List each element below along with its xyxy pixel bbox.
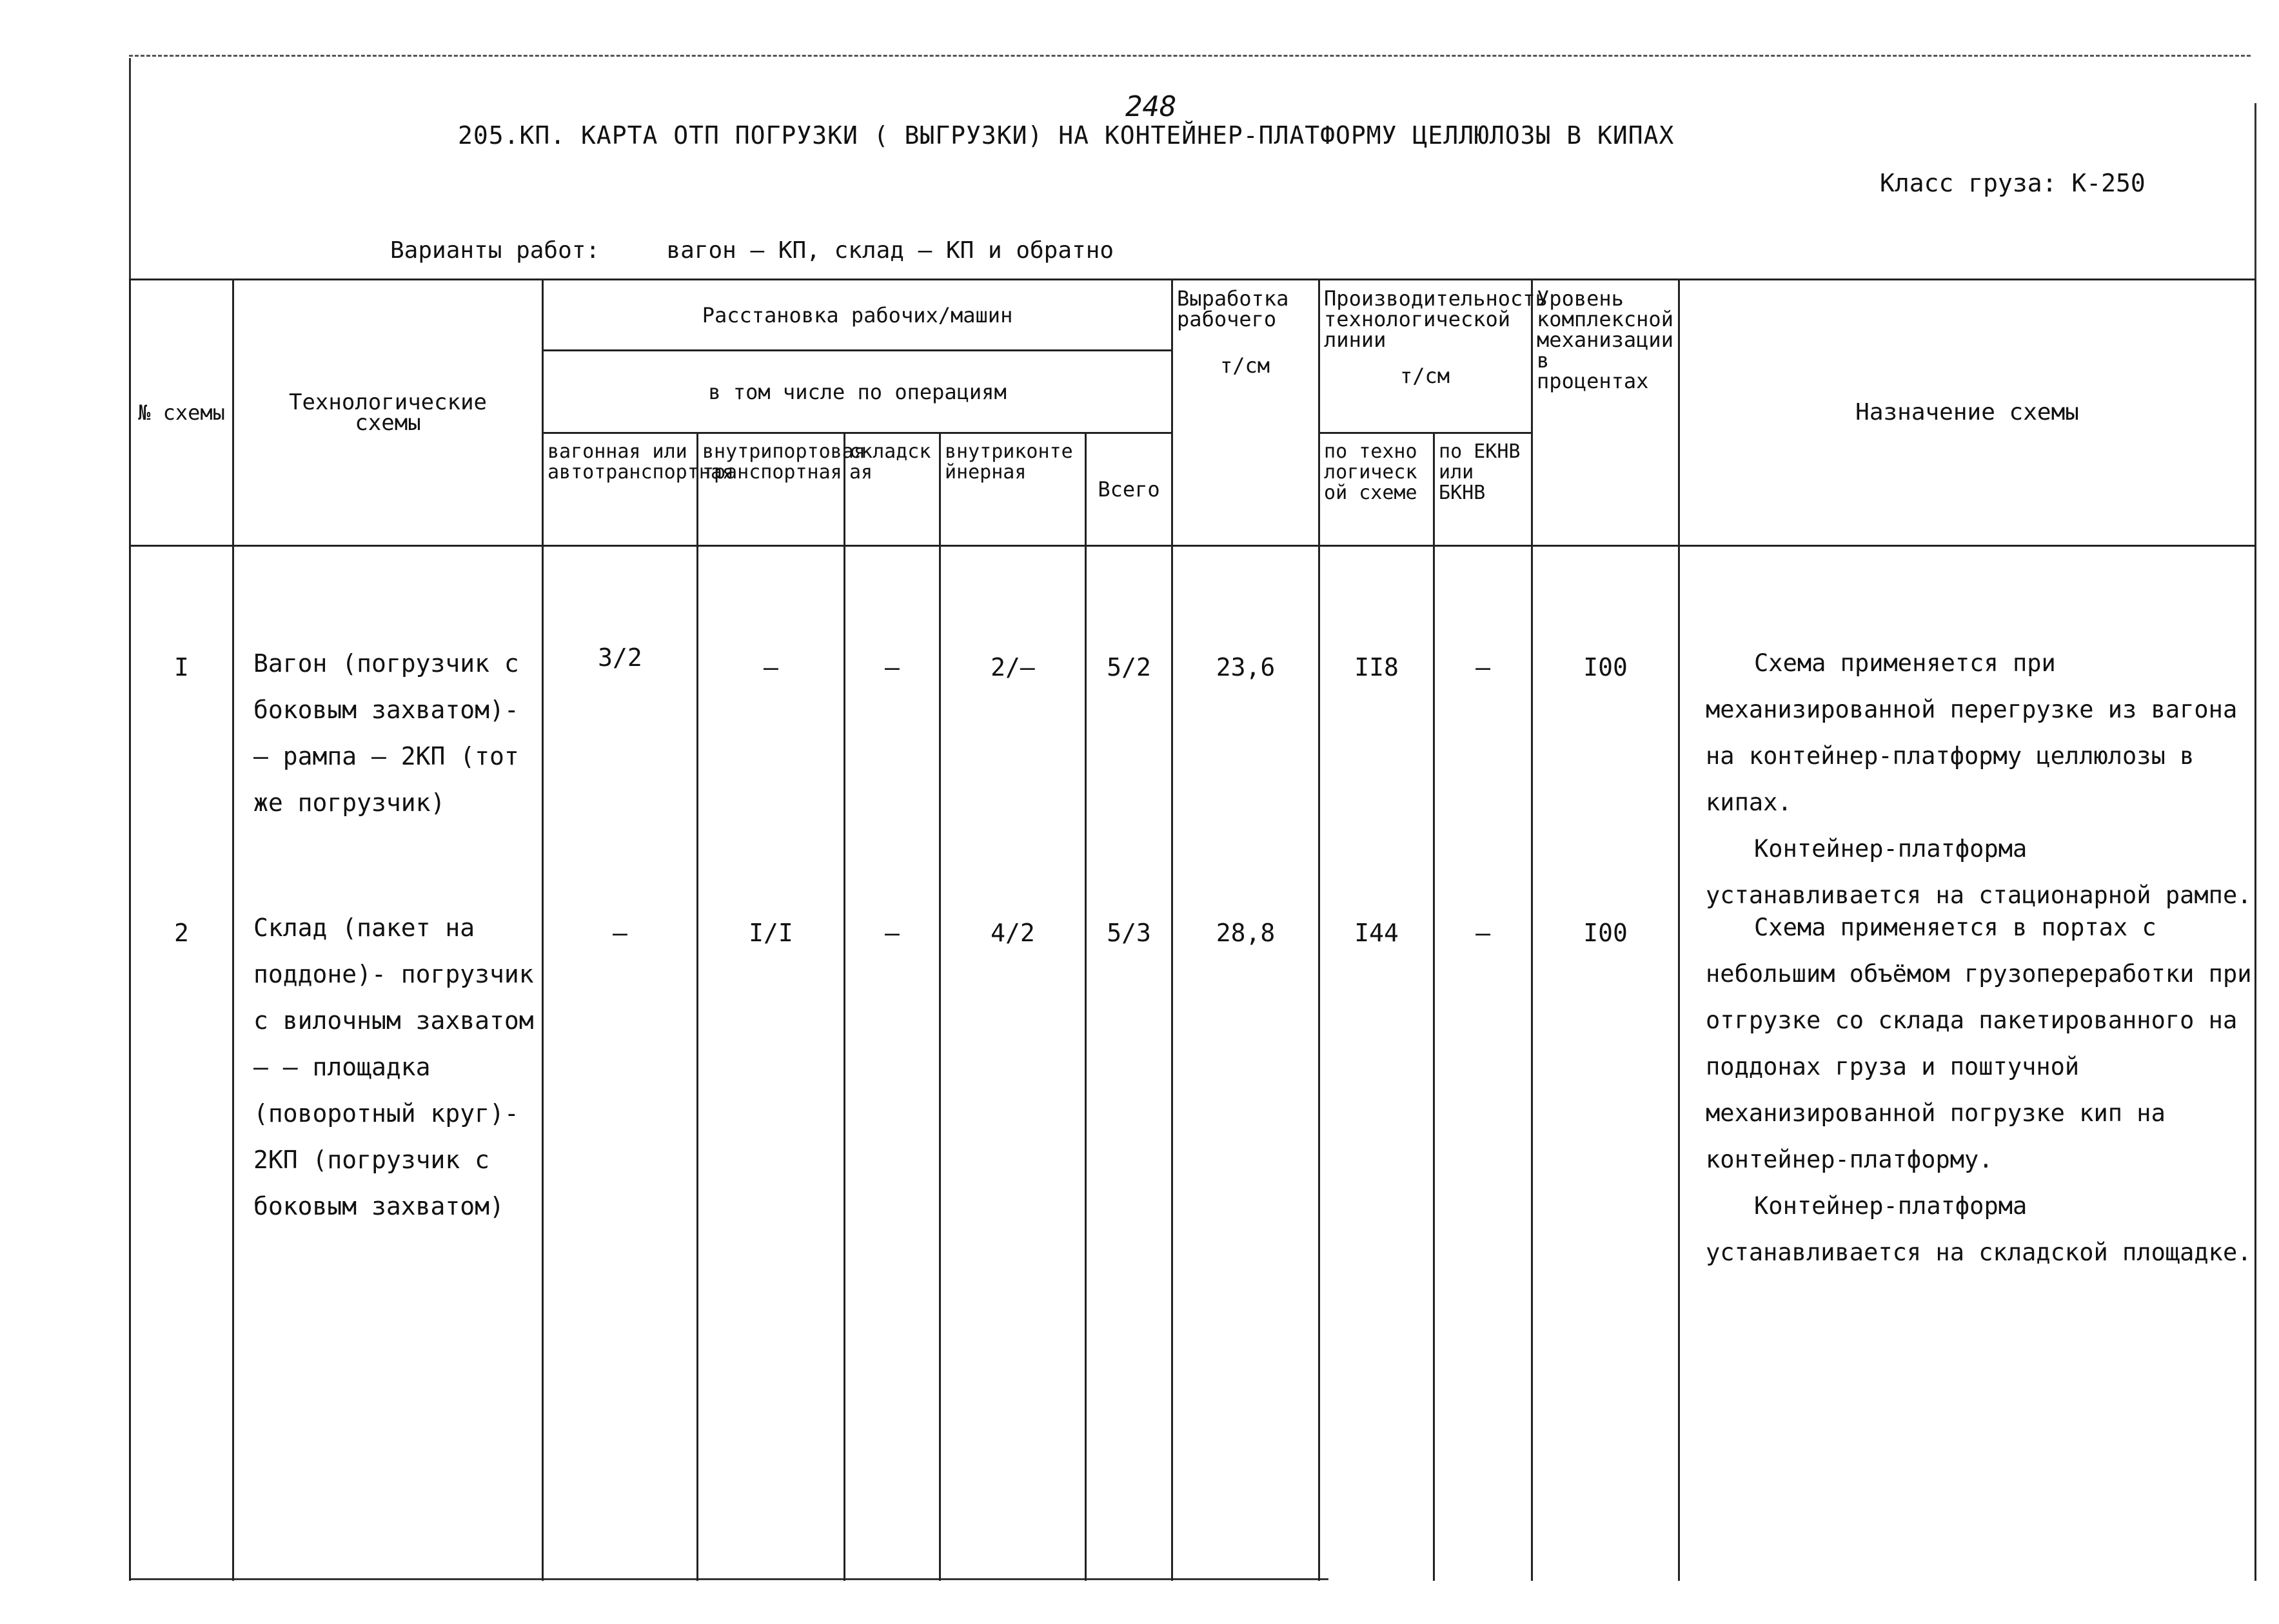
header-scheme-no: № схемы (130, 280, 233, 546)
header-productivity (1319, 280, 1548, 433)
page-number: 248 (1125, 90, 1177, 123)
ops-wagon-value: 3/2 (543, 546, 698, 919)
output-value: 23,6 (1172, 546, 1319, 919)
work-variants (390, 237, 1114, 264)
work-variants-value: вагон – КП, склад – КП и обратно (666, 237, 1114, 264)
header-op-warehouse: складская (845, 433, 940, 546)
purpose-paragraph: Схема применяется в портах с небольшим объёмом грузопереработки при отгрузке со склада пакетированного на поддонах груза и поштучной механизированной погрузке кип на контейнер-платформу. (1706, 914, 2252, 1173)
purpose-paragraph: Контейнер-платформа устанавливается на стационарной рампе. (1706, 835, 2252, 909)
prod-norms-value: – (1434, 546, 1532, 919)
scheme-purpose (1680, 640, 2254, 919)
header-tech-schemes: Технологические схемы (233, 280, 543, 546)
output-value: 28,8 (1172, 919, 1319, 1581)
ops-wagon-value: – (543, 919, 698, 1581)
work-variants-label: Варианты работ: (390, 237, 600, 264)
ops-internal-value: – (698, 546, 845, 919)
header-op-wagon: вагонная или автотранспортная (543, 433, 698, 546)
prod-scheme-value: I44 (1319, 919, 1434, 1581)
table-row (130, 919, 2256, 1581)
header-purpose: Назначение схемы (1679, 280, 2256, 546)
ops-container-value: 2/– (940, 546, 1086, 919)
ops-warehouse-value: – (845, 919, 940, 1581)
mech-level-value: I00 (1532, 546, 1679, 919)
header-prod-by-norms: по ЕКНВ или БКНВ (1434, 433, 1532, 546)
tech-scheme-text: Вагон (погрузчик с боковым захватом)- – рампа – 2КП (тот же погрузчик) (253, 649, 519, 817)
header-by-operations: в том числе по операциям (543, 351, 1172, 433)
tech-scheme-text: Склад (пакет на поддоне)- погрузчик с вилочным захватом – – площадка (поворотный круг)- 2КП (погрузчик с боковым захватом) (253, 914, 534, 1220)
header-output (1172, 280, 1319, 546)
ops-container-value: 4/2 (940, 919, 1086, 1581)
table-row (130, 546, 2256, 919)
mech-level-value: I00 (1532, 919, 1679, 1581)
header-placement: Расстановка рабочих/машин (543, 280, 1172, 351)
ops-internal-value: I/I (698, 919, 845, 1581)
ops-total-value: 5/2 (1086, 546, 1172, 919)
purpose-paragraph: Контейнер-платформа устанавливается на складской площадке. (1706, 1192, 2252, 1266)
scheme-number: I (130, 546, 233, 919)
header-productivity-unit: т/см (1400, 364, 1450, 388)
document-title: 205.КП. КАРТА ОТП ПОГРУЗКИ ( ВЫГРУЗКИ) НА КОНТЕЙНЕР-ПЛАТФОРМУ ЦЕЛЛЮЛОЗЫ В КИПАХ (458, 121, 1675, 150)
ops-warehouse-value: – (845, 546, 940, 919)
header-op-internal: внутрипортовая транспортная (698, 433, 845, 546)
header-op-total: Всего (1086, 433, 1172, 546)
scheme-purpose (1680, 905, 2254, 1276)
header-mech-level: Уровень комплексной механизации в процентах (1532, 280, 1679, 546)
header-op-container: внутриконтейнерная (940, 433, 1086, 546)
scheme-number: 2 (130, 919, 233, 1581)
header-productivity-label: Производительность технологической линии (1324, 286, 1548, 352)
cargo-class: Класс груза: К-250 (1880, 169, 2146, 197)
header-output-unit: т/см (1220, 353, 1270, 378)
technology-table (129, 279, 2256, 1581)
header-prod-by-scheme: по технологической схеме (1319, 433, 1434, 546)
ops-total-value: 5/3 (1086, 919, 1172, 1581)
header-output-label: Выработка рабочего (1177, 286, 1289, 331)
purpose-paragraph: Схема применяется при механизированной перегрузке из вагона на контейнер-платформу целлюлозы в кипах. (1706, 649, 2238, 816)
prod-norms-value: – (1434, 919, 1532, 1581)
prod-scheme-value: II8 (1319, 546, 1434, 919)
page-frame-top (129, 55, 2251, 57)
